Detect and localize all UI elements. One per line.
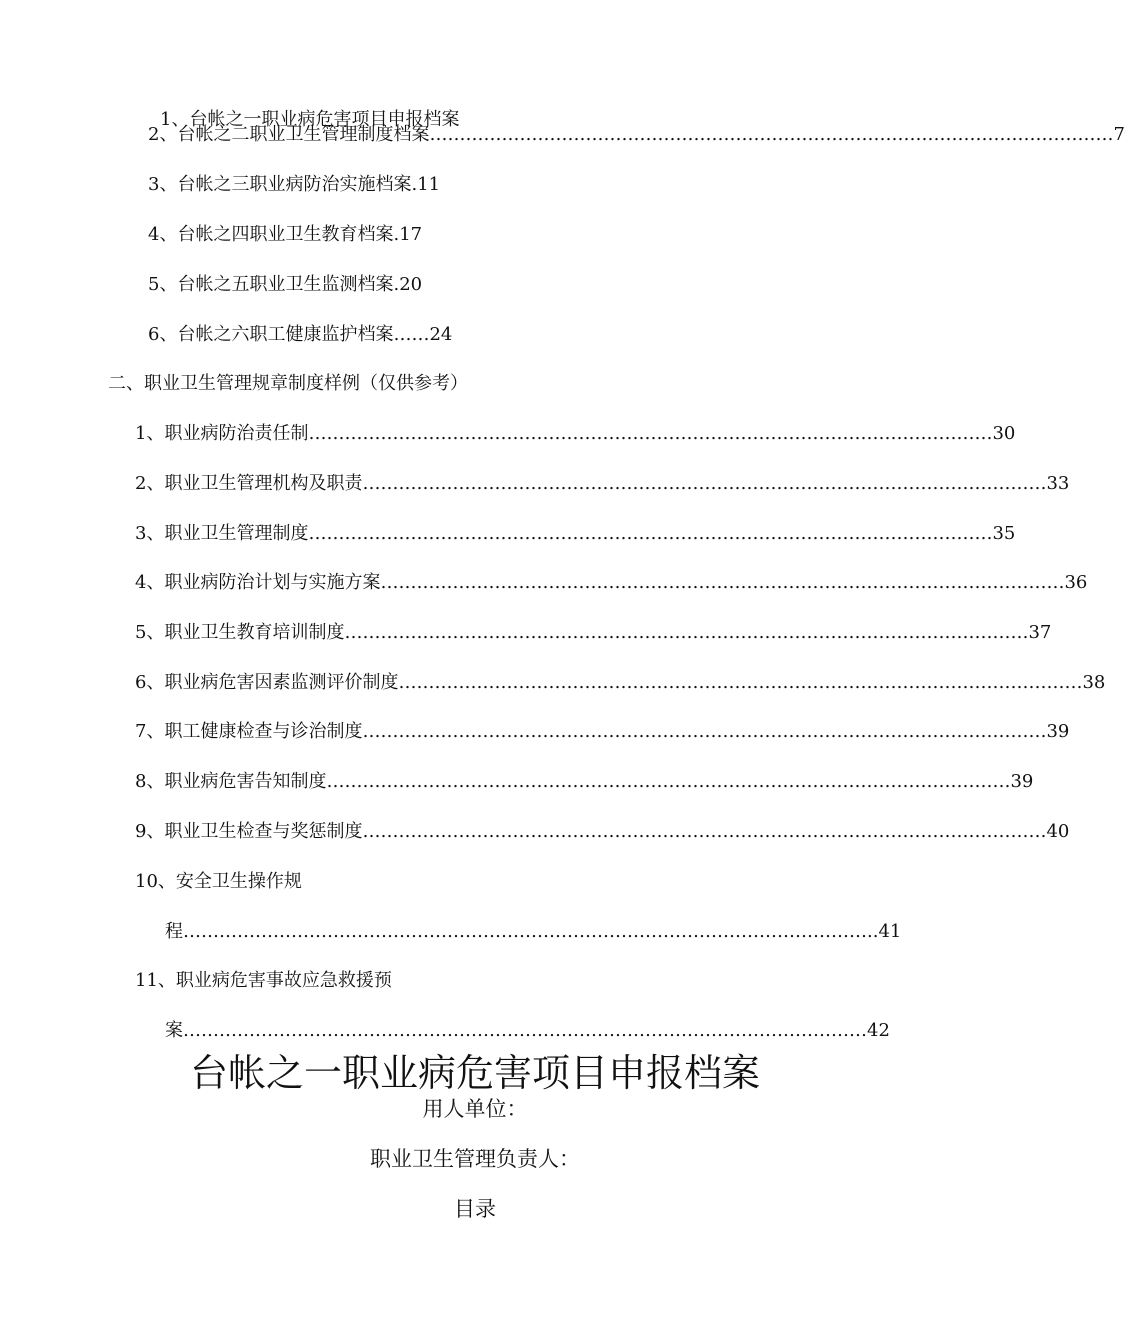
document-title: 台帐之一职业病危害项目申报档案 xyxy=(189,1051,760,1095)
toc-page-number: 7 xyxy=(1113,124,1125,145)
toc-page-number: 39 xyxy=(1046,721,1070,742)
toc-page-number: 39 xyxy=(1010,771,1034,792)
toc-page-number: 33 xyxy=(1046,473,1070,494)
toc-item-label: 9、职业卫生检查与奖惩制度 xyxy=(135,821,363,842)
toc-page-number: 37 xyxy=(1028,622,1052,643)
toc-sec2-item-9 xyxy=(135,820,1070,844)
toc-dots-tail: .. xyxy=(867,921,879,942)
employer-label: 用人单位： xyxy=(422,1097,528,1121)
toc-page-number: 38 xyxy=(1082,672,1106,693)
toc-leader-dots: …………………………………………………………………………………………………… xyxy=(183,921,867,942)
toc-item-label: 5、台帐之五职业卫生监测档案. xyxy=(148,274,400,295)
toc-item-6 xyxy=(148,323,452,347)
toc-sec2-item-3 xyxy=(135,522,1016,546)
toc-item-label: 3、职业卫生管理制度 xyxy=(135,523,309,544)
toc-item-label: 5、职业卫生教育培训制度 xyxy=(135,622,345,643)
toc-sec2-item-11-cont xyxy=(165,1019,890,1043)
toc-sec2-item-2 xyxy=(135,472,1070,496)
toc-item-1-label: 1、台帐之一职业病危害项目申报档案 xyxy=(160,109,460,130)
toc-sec2-item-6 xyxy=(135,671,1106,695)
toc-item-5 xyxy=(148,273,422,297)
toc-item-label: 4、职业病防治计划与实施方案 xyxy=(135,572,381,593)
toc-leader-dots: …………………………………………………………………………………………………… xyxy=(308,423,993,444)
toc-item-label: 8、职业病危害告知制度 xyxy=(135,771,327,792)
manager-label: 职业卫生管理负责人： xyxy=(370,1147,580,1171)
toc-item-label: 1、职业病防治责任制 xyxy=(135,423,309,444)
section-2-heading: 二、职业卫生管理规章制度样例（仅供参考） xyxy=(108,373,468,394)
toc-leader-dots: …………………………………………………………………………………………………… xyxy=(362,473,1047,494)
toc-sec2-item-1 xyxy=(135,422,1016,446)
toc-item-continuation: 程 xyxy=(165,921,183,942)
toc-sec2-item-10-label: 10、安全卫生操作规 xyxy=(135,871,302,892)
toc-sec2-item-4 xyxy=(135,571,1088,595)
toc-page-number: 30 xyxy=(992,423,1016,444)
toc-item-continuation: 案 xyxy=(165,1020,183,1041)
toc-item-4 xyxy=(148,223,422,247)
toc-sec2-item-11-label: 11、职业病危害事故应急救援预 xyxy=(135,970,392,991)
toc-sec2-item-7 xyxy=(135,720,1070,744)
toc-page-number: 42 xyxy=(867,1020,890,1041)
toc-item-2 xyxy=(148,123,1125,147)
toc-leader-dots: …………………………………………………………………………………………………… xyxy=(326,771,1011,792)
toc-leader-dots: …………………………………………………………………………………………………… xyxy=(183,1020,867,1041)
toc-item-1-clipped xyxy=(160,104,560,130)
toc-item-label: 2、台帐之二职业卫生管理制度档案 xyxy=(148,124,430,145)
toc-leader-dots: …………………………………………………………………………………………………… xyxy=(308,523,993,544)
toc-leader-dots: …………………………………………………………………………………………………… xyxy=(398,672,1083,693)
toc-page-number: 41 xyxy=(878,921,902,942)
toc-leader-dots: …………………………………………………………………………………………………… xyxy=(344,622,1029,643)
toc-item-3 xyxy=(148,173,440,197)
toc-leader-dots: …………………………………………………………………………………………………… xyxy=(429,124,1114,145)
contents-label: 目录 xyxy=(454,1197,496,1221)
toc-item-label: 4、台帐之四职业卫生教育档案. xyxy=(148,224,400,245)
toc-page-number: 20 xyxy=(399,274,423,295)
toc-page-number: 17 xyxy=(399,224,423,245)
toc-leader-dots: …………………………………………………………………………………………………… xyxy=(362,721,1047,742)
toc-page-number: 24 xyxy=(429,324,453,345)
toc-item-label: 3、台帐之三职业病防治实施档案. xyxy=(148,174,418,195)
toc-leader-dots: …………………………………………………………………………………………………… xyxy=(380,572,1065,593)
toc-sec2-item-5 xyxy=(135,621,1052,645)
toc-item-label: 7、职工健康检查与诊治制度 xyxy=(135,721,363,742)
toc-item-label: 6、台帐之六职工健康监护档案…… xyxy=(148,324,430,345)
toc-page-number: 36 xyxy=(1064,572,1088,593)
toc-leader-dots: …………………………………………………………………………………………………… xyxy=(362,821,1047,842)
toc-item-label: 6、职业病危害因素监测评价制度 xyxy=(135,672,399,693)
toc-sec2-item-10-cont xyxy=(165,920,902,944)
toc-page-number: 11 xyxy=(417,174,441,195)
toc-sec2-item-8 xyxy=(135,770,1034,794)
toc-page-number: 40 xyxy=(1046,821,1070,842)
toc-page-number: 35 xyxy=(992,523,1016,544)
toc-item-label: 2、职业卫生管理机构及职责 xyxy=(135,473,363,494)
